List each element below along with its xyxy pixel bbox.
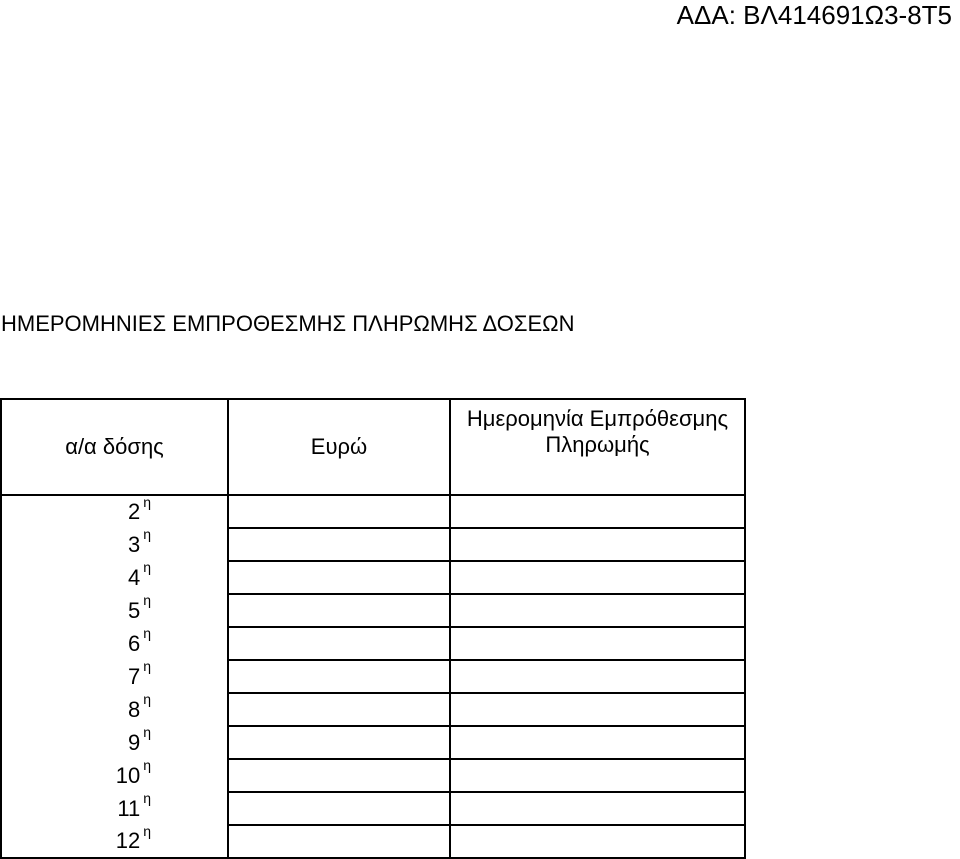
due-date-cell: [450, 561, 745, 594]
euro-amount-cell: [228, 594, 450, 627]
euro-amount-cell: [228, 693, 450, 726]
due-date-cell: [450, 495, 745, 528]
due-date-cell: [450, 528, 745, 561]
ordinal-suffix: η: [143, 592, 151, 609]
table-row: [1, 627, 745, 660]
table-row: [1, 528, 745, 561]
due-date-cell: [450, 825, 745, 858]
euro-amount-cell: [228, 561, 450, 594]
installment-number: 7: [127, 663, 141, 689]
ada-code: ΑΔΑ: ΒΛ414691Ω3-8Τ5: [676, 0, 952, 30]
due-date-cell: [450, 627, 745, 660]
table-row: [1, 825, 745, 858]
column-header-installment-no: α/α δόσης: [1, 399, 228, 495]
ordinal-suffix: η: [143, 559, 151, 576]
installment-number: 11: [117, 795, 141, 821]
installment-number-cell: [1, 528, 228, 561]
euro-amount-cell: [228, 792, 450, 825]
installment-number-cell: [1, 693, 228, 726]
installment-number: 10: [115, 762, 141, 788]
installment-number-cell: [1, 822, 228, 858]
installment-number: 8: [127, 696, 141, 722]
column-header-due-date: Ημερομηνία Εμπρόθεσμης Πληρωμής: [450, 399, 745, 495]
due-date-cell: [450, 726, 745, 759]
table-row: [1, 561, 745, 594]
ordinal-suffix: η: [143, 822, 151, 839]
installment-number: 5: [127, 597, 141, 623]
table-row: [1, 495, 745, 528]
ordinal-suffix: η: [143, 658, 151, 675]
table-header-row: [1, 399, 745, 495]
euro-amount-cell: [228, 825, 450, 858]
euro-amount-cell: [228, 759, 450, 792]
due-date-cell: [450, 792, 745, 825]
ordinal-suffix: η: [143, 757, 151, 774]
euro-amount-cell: [228, 627, 450, 660]
table-row: [1, 726, 745, 759]
due-date-cell: [450, 660, 745, 693]
installment-number: 3: [127, 531, 141, 557]
installment-number-cell: [1, 792, 228, 825]
table-row: [1, 759, 745, 792]
ordinal-suffix: η: [143, 526, 151, 543]
installment-number-cell: [1, 495, 228, 528]
installment-number: 9: [127, 729, 141, 755]
ordinal-suffix: η: [143, 790, 151, 807]
installment-number: 4: [127, 564, 141, 590]
table-row: [1, 693, 745, 726]
installment-number: 6: [127, 630, 141, 656]
table-body: [1, 495, 745, 858]
installment-number-cell: [1, 759, 228, 792]
installment-number-cell: [1, 726, 228, 759]
table-row: [1, 792, 745, 825]
installment-number: 12: [115, 828, 141, 853]
column-header-euro: Ευρώ: [228, 399, 450, 495]
due-date-cell: [450, 759, 745, 792]
installment-number-cell: [1, 627, 228, 660]
ordinal-suffix: η: [143, 724, 151, 741]
installment-number-cell: [1, 561, 228, 594]
euro-amount-cell: [228, 726, 450, 759]
table-row: [1, 594, 745, 627]
document-title: ΗΜΕΡΟΜΗΝΙΕΣ ΕΜΠΡΟΘΕΣΜΗΣ ΠΛΗΡΩΜΗΣ ΔΟΣΕΩΝ: [1, 311, 575, 336]
installment-number: 2: [127, 499, 141, 524]
due-date-cell: [450, 693, 745, 726]
ordinal-suffix: η: [143, 493, 151, 510]
due-date-cell: [450, 594, 745, 627]
installments-table: [0, 398, 746, 859]
euro-amount-cell: [228, 495, 450, 528]
installment-number-cell: [1, 594, 228, 627]
installment-number-cell: [1, 660, 228, 693]
table-row: [1, 660, 745, 693]
ordinal-suffix: η: [143, 691, 151, 708]
ordinal-suffix: η: [143, 625, 151, 642]
euro-amount-cell: [228, 660, 450, 693]
euro-amount-cell: [228, 528, 450, 561]
